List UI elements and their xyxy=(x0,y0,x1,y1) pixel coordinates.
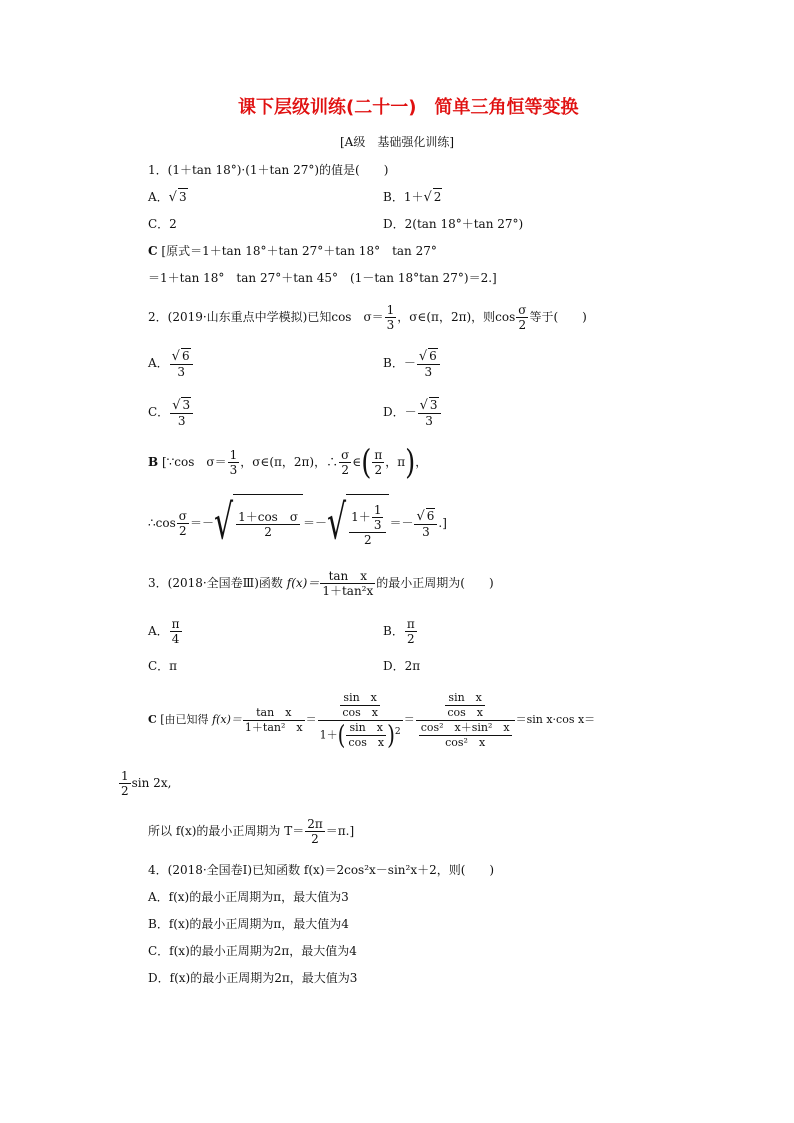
q2-stem-part-c: 等于( ) xyxy=(529,310,587,324)
radicand: 6 xyxy=(426,509,435,523)
option-label: D．－ xyxy=(383,405,417,419)
denominator: 2 xyxy=(236,524,300,539)
q2-stem-part-a: 2．(2019·山东重点中学模拟)已知cos σ＝ xyxy=(148,310,384,324)
numerator: 1 xyxy=(373,502,382,517)
denominator: 4 xyxy=(170,631,182,646)
radical xyxy=(346,494,389,553)
fraction xyxy=(418,397,441,428)
solution-text: ＝sin x·cos x＝ xyxy=(515,713,596,726)
q3-stem-part-b: 的最小正周期为( ) xyxy=(376,576,494,590)
fraction xyxy=(419,721,512,750)
denominator: 2 xyxy=(177,523,189,538)
numerator: tan x xyxy=(328,569,368,583)
radicand: 3 xyxy=(429,398,438,412)
q4-option-a: A．f(x)的最小正周期为π，最大值为3 xyxy=(148,890,349,904)
fraction xyxy=(119,769,131,798)
solution-text: .] xyxy=(438,516,447,530)
equals-sign: ＝ xyxy=(403,713,415,726)
numerator xyxy=(414,508,437,524)
q1-option-a xyxy=(148,188,188,206)
denominator: 1＋tan²x xyxy=(322,584,374,598)
numerator xyxy=(416,691,515,720)
numerator: π xyxy=(406,617,415,631)
denominator: 1＋tan² x xyxy=(244,720,303,734)
solution-text: ，σ∈(π，2π)，∴ xyxy=(240,455,339,469)
q1-answer-letter: C xyxy=(148,244,158,258)
denominator: 3 xyxy=(386,318,395,332)
q3-option-b xyxy=(383,612,418,650)
denominator: 3 xyxy=(418,413,441,428)
q2-option-c xyxy=(148,393,194,431)
denominator: 2 xyxy=(516,317,528,332)
radicand: 3 xyxy=(182,398,191,412)
numerator: π xyxy=(374,448,383,462)
denominator: 3 xyxy=(414,524,437,539)
sqrt-symbol: √ xyxy=(327,494,347,551)
sqrt-symbol: √ xyxy=(172,398,181,413)
denominator: cos x xyxy=(342,705,378,719)
fraction xyxy=(305,817,325,846)
sqrt-symbol: √ xyxy=(418,349,428,364)
sqrt-symbol: √ xyxy=(416,509,425,524)
numerator xyxy=(349,503,386,532)
numerator xyxy=(418,397,441,413)
q2-stem xyxy=(148,298,587,336)
numerator xyxy=(170,348,193,364)
denominator xyxy=(416,720,515,750)
numerator xyxy=(417,348,440,364)
q4-stem: 4．(2018·全国卷Ⅰ)已知函数 f(x)＝2cos²x－sin²x＋2，则( ) xyxy=(148,863,495,877)
page-title: 课下层级训练(二十一) 简单三角恒等变换 xyxy=(238,97,579,118)
fraction xyxy=(416,691,515,750)
solution-text: ＝－ xyxy=(303,516,328,530)
fraction xyxy=(170,397,193,428)
function-expression: f(x)＝ xyxy=(212,713,242,726)
denominator: cos² x xyxy=(419,735,512,750)
q1-option-b-label: B．1＋ xyxy=(383,190,424,204)
q1-stem: 1．(1＋tan 18°)·(1＋tan 27°)的值是( ) xyxy=(148,163,389,177)
q3-option-d: D．2π xyxy=(383,659,421,673)
q2-option-a xyxy=(148,344,194,382)
fraction xyxy=(445,691,485,720)
fraction xyxy=(405,617,417,646)
solution-text: ∈ xyxy=(352,455,362,469)
denominator: 2 xyxy=(349,532,386,547)
numerator: sin x xyxy=(349,720,383,734)
option-label: B． xyxy=(383,624,404,638)
fraction xyxy=(177,509,189,538)
fraction xyxy=(385,303,397,332)
solution-text: ＝－ xyxy=(189,516,214,530)
fraction xyxy=(339,448,351,477)
radical xyxy=(233,494,303,553)
numerator: σ xyxy=(178,509,187,523)
fraction xyxy=(318,691,403,750)
fraction xyxy=(170,348,193,379)
numerator: σ xyxy=(341,448,350,462)
left-paren: ( xyxy=(361,443,372,482)
fraction xyxy=(372,503,384,532)
q3-option-a xyxy=(148,612,183,650)
q1-option-b xyxy=(383,188,442,206)
equals-sign: ＝ xyxy=(305,713,317,726)
numerator: 1＋cos σ xyxy=(238,510,299,524)
denominator: 2 xyxy=(372,462,384,477)
radicand: 6 xyxy=(181,349,190,363)
solution-text: [由已知得 xyxy=(160,713,209,726)
sqrt-symbol: √ xyxy=(168,190,177,205)
function-expression: f(x)＝ xyxy=(286,576,320,590)
q1-solution-line2: ＝1＋tan 18° tan 27°＋tan 45° (1－tan 18°tan 27°)＝2.] xyxy=(148,271,497,285)
fraction xyxy=(170,617,182,646)
solution-text: [∵cos σ＝ xyxy=(161,455,227,469)
q3-stem xyxy=(148,564,494,602)
fraction xyxy=(346,721,386,750)
sqrt-symbol: √ xyxy=(423,190,432,205)
fraction xyxy=(236,510,300,539)
q3-solution-line3 xyxy=(148,812,354,850)
numerator: σ xyxy=(518,303,527,317)
q4-option-b: B．f(x)的最小正周期为π，最大值为4 xyxy=(148,917,349,931)
sqrt-symbol: √ xyxy=(171,349,180,364)
q1-option-c: C．2 xyxy=(148,217,177,231)
q2-solution-line2 xyxy=(148,494,447,553)
right-paren: ) xyxy=(405,443,416,482)
q4-option-d: D．f(x)的最小正周期为2π，最大值为3 xyxy=(148,971,358,985)
q2-answer-letter: B xyxy=(148,455,159,469)
denominator: cos x xyxy=(348,735,385,749)
solution-text: ，π xyxy=(385,455,406,469)
q1-option-a-label: A． xyxy=(148,190,169,204)
numerator xyxy=(318,691,403,720)
fraction xyxy=(228,448,240,477)
denominator: 3 xyxy=(417,364,440,379)
option-label: A． xyxy=(148,624,169,638)
exponent: 2 xyxy=(394,725,401,737)
term: 1＋ xyxy=(351,509,371,524)
q3-answer-letter: C xyxy=(148,713,157,726)
numerator: tan x xyxy=(256,705,292,719)
numerator: 2π xyxy=(307,817,323,831)
numerator: π xyxy=(171,617,180,631)
solution-text: 所以 f(x)的最小正周期为 T＝ xyxy=(148,824,305,838)
q1-solution-line1 xyxy=(148,243,437,259)
level-heading: [A级 基础强化训练] xyxy=(340,135,455,149)
denominator: 3 xyxy=(229,463,238,477)
option-label: C． xyxy=(148,405,170,419)
radicand: 6 xyxy=(429,349,437,363)
fraction xyxy=(372,448,384,477)
q1-option-b-radicand: 2 xyxy=(433,190,442,204)
denominator: 3 xyxy=(170,364,193,379)
numerator: sin x xyxy=(448,690,482,704)
numerator: sin x xyxy=(343,690,377,704)
right-paren: ) xyxy=(387,719,395,751)
denominator: 2 xyxy=(339,462,351,477)
denominator: 2 xyxy=(405,631,417,646)
fraction xyxy=(243,706,305,735)
q1-option-a-radicand: 3 xyxy=(178,190,187,204)
option-label: A． xyxy=(148,356,169,370)
denominator: 2 xyxy=(305,831,325,846)
q3-solution-line1 xyxy=(148,684,595,756)
fraction xyxy=(516,303,528,332)
denominator: cos x xyxy=(447,705,483,719)
denominator: 3 xyxy=(373,517,382,532)
q3-solution-line2 xyxy=(118,764,171,802)
fraction xyxy=(414,508,437,539)
denominator: 2 xyxy=(121,784,129,798)
q1-option-d: D．2(tan 18°＋tan 27°) xyxy=(383,217,524,231)
numerator: 1 xyxy=(121,769,129,783)
q2-solution-line1 xyxy=(148,442,427,482)
numerator xyxy=(170,397,193,413)
fraction xyxy=(340,691,380,720)
solution-text: sin 2x, xyxy=(131,776,172,790)
solution-text: ∴cos xyxy=(148,516,176,530)
q1-solution-text1: [原式＝1＋tan 18°＋tan 27°＋tan 18° tan 27° xyxy=(161,244,437,258)
q2-option-b xyxy=(383,344,441,382)
numerator: cos² x＋sin² x xyxy=(420,720,510,734)
denominator xyxy=(318,720,403,750)
left-paren: ( xyxy=(337,719,346,751)
fraction xyxy=(349,503,386,547)
solution-text: ＝π.] xyxy=(325,824,355,838)
sqrt-symbol: √ xyxy=(213,494,234,551)
sqrt-symbol: √ xyxy=(419,398,428,413)
q4-option-c: C．f(x)的最小正周期为2π，最大值为4 xyxy=(148,944,357,958)
term: 1＋ xyxy=(319,728,338,741)
q3-option-c: C．π xyxy=(148,659,178,673)
q3-stem-part-a: 3．(2018·全国卷Ⅲ)函数 xyxy=(148,576,283,590)
numerator: 1 xyxy=(229,448,238,462)
q2-option-d xyxy=(383,393,442,431)
solution-text: ＝－ xyxy=(389,516,414,530)
denominator: 3 xyxy=(170,413,193,428)
solution-text: ， xyxy=(415,455,428,469)
fraction xyxy=(320,569,375,598)
fraction xyxy=(417,348,440,379)
q2-stem-part-b: ，σ∈(π，2π)，则cos xyxy=(397,310,516,324)
numerator: 1 xyxy=(386,303,395,317)
option-label: B．－ xyxy=(383,356,416,370)
